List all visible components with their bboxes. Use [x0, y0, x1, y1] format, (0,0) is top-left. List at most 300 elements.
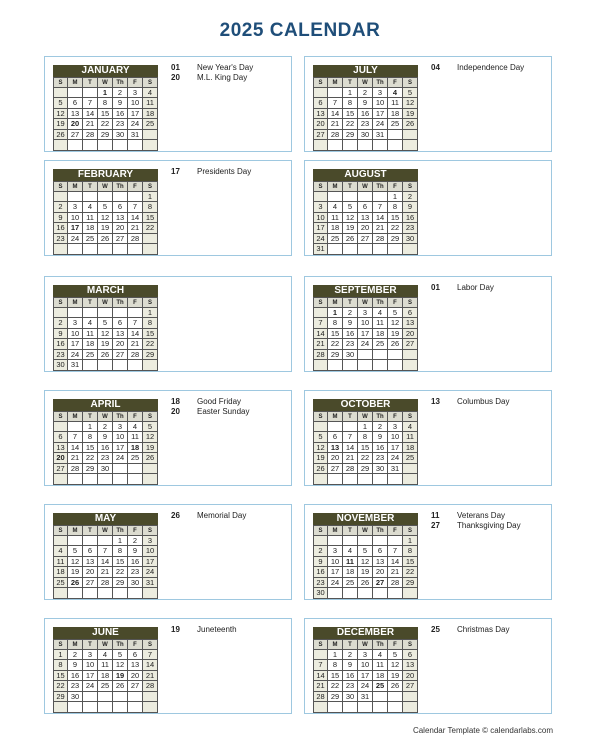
day-cell: 15	[343, 109, 358, 120]
weekday-header: F	[128, 525, 143, 536]
day-cell: 10	[388, 432, 403, 443]
empty-day-cell	[83, 536, 98, 547]
empty-day-cell	[373, 536, 388, 547]
day-cell: 30	[68, 692, 83, 703]
empty-day-cell	[68, 192, 83, 203]
day-cell: 5	[98, 202, 113, 213]
mini-calendar	[53, 169, 158, 255]
weekday-header: W	[358, 297, 373, 308]
day-cell: 28	[328, 130, 343, 141]
day-cell: 6	[403, 308, 418, 319]
mini-calendar	[53, 627, 158, 713]
empty-day-cell	[388, 588, 403, 599]
day-cell: 4	[128, 422, 143, 433]
empty-day-cell	[358, 588, 373, 599]
day-cell: 21	[313, 339, 328, 350]
day-cell: 6	[53, 432, 68, 443]
weekday-header: Th	[113, 297, 128, 308]
day-cell: 23	[313, 578, 328, 589]
day-cell: 11	[388, 98, 403, 109]
weekday-header: T	[343, 181, 358, 192]
weekday-header: S	[143, 181, 158, 192]
day-cell: 6	[313, 98, 328, 109]
empty-day-cell	[343, 192, 358, 203]
day-cell: 20	[403, 671, 418, 682]
day-cell: 17	[83, 671, 98, 682]
day-cell: 20	[113, 223, 128, 234]
day-cell: 2	[53, 202, 68, 213]
day-cell: 7	[373, 202, 388, 213]
day-cell: 10	[68, 329, 83, 340]
day-cell: 18	[373, 671, 388, 682]
page-title: 2025 CALENDAR	[219, 20, 381, 41]
day-cell: 10	[68, 213, 83, 224]
day-cell: 30	[53, 360, 68, 371]
day-cell: 14	[143, 660, 158, 671]
empty-day-cell	[53, 588, 68, 599]
empty-day-cell	[343, 244, 358, 255]
day-cell: 2	[313, 546, 328, 557]
holiday-name: Presidents Day	[197, 167, 252, 176]
day-cell: 17	[68, 339, 83, 350]
day-cell: 2	[128, 536, 143, 547]
weekday-header: W	[358, 181, 373, 192]
holiday-date: 26	[171, 511, 180, 520]
weekday-header: Th	[113, 181, 128, 192]
holiday-item	[431, 63, 549, 73]
day-cell: 14	[388, 557, 403, 568]
day-cell: 1	[53, 650, 68, 661]
holiday-date: 25	[431, 625, 440, 634]
empty-day-cell	[98, 692, 113, 703]
day-cell: 23	[403, 223, 418, 234]
empty-day-cell	[53, 140, 68, 151]
day-cell: 6	[68, 98, 83, 109]
day-cell: 23	[373, 453, 388, 464]
empty-day-cell	[143, 474, 158, 485]
empty-day-cell	[313, 536, 328, 547]
day-cell: 17	[313, 223, 328, 234]
holiday-item	[171, 397, 289, 407]
day-cell: 23	[343, 339, 358, 350]
holiday-item	[431, 283, 549, 293]
weekday-header: T	[343, 297, 358, 308]
day-cell: 15	[328, 671, 343, 682]
day-cell: 26	[388, 681, 403, 692]
day-cell: 7	[313, 660, 328, 671]
day-grid	[313, 639, 418, 713]
day-cell: 27	[113, 234, 128, 245]
day-cell: 21	[143, 671, 158, 682]
day-cell: 24	[68, 350, 83, 361]
empty-day-cell	[373, 588, 388, 599]
holiday-list	[431, 511, 549, 531]
day-cell: 19	[388, 671, 403, 682]
weekday-header: M	[328, 525, 343, 536]
weekday-header: T	[83, 181, 98, 192]
empty-day-cell	[388, 350, 403, 361]
weekday-header: S	[403, 181, 418, 192]
day-cell: 29	[388, 234, 403, 245]
empty-day-cell	[128, 360, 143, 371]
empty-day-cell	[328, 88, 343, 99]
weekday-header: F	[388, 181, 403, 192]
day-cell: 5	[358, 546, 373, 557]
day-cell: 26	[98, 234, 113, 245]
day-cell: 16	[113, 109, 128, 120]
day-cell: 16	[343, 671, 358, 682]
day-cell: 22	[143, 339, 158, 350]
mini-calendar	[313, 169, 418, 255]
day-cell: 28	[313, 350, 328, 361]
day-cell: 12	[98, 329, 113, 340]
empty-day-cell	[388, 536, 403, 547]
day-cell: 18	[128, 443, 143, 454]
weekday-header: M	[68, 181, 83, 192]
day-cell: 17	[68, 223, 83, 234]
empty-day-cell	[388, 140, 403, 151]
weekday-header: F	[128, 181, 143, 192]
weekday-header: W	[98, 411, 113, 422]
empty-day-cell	[358, 140, 373, 151]
day-cell: 28	[98, 578, 113, 589]
day-cell: 27	[53, 464, 68, 475]
day-cell: 29	[113, 578, 128, 589]
empty-day-cell	[53, 536, 68, 547]
day-cell: 1	[143, 308, 158, 319]
day-cell: 25	[143, 119, 158, 130]
empty-day-cell	[128, 140, 143, 151]
month-name: AUGUST	[313, 169, 418, 181]
empty-day-cell	[358, 536, 373, 547]
empty-day-cell	[53, 422, 68, 433]
day-cell: 12	[313, 443, 328, 454]
empty-day-cell	[83, 244, 98, 255]
month-card-june	[44, 618, 292, 714]
day-cell: 24	[358, 339, 373, 350]
day-cell: 30	[128, 578, 143, 589]
holiday-name: Juneteenth	[197, 625, 237, 634]
empty-day-cell	[83, 692, 98, 703]
empty-day-cell	[128, 244, 143, 255]
day-cell: 30	[313, 588, 328, 599]
empty-day-cell	[68, 140, 83, 151]
day-cell: 17	[128, 109, 143, 120]
day-cell: 10	[128, 98, 143, 109]
weekday-header: Th	[373, 639, 388, 650]
weekday-header: T	[343, 639, 358, 650]
day-cell: 18	[373, 329, 388, 340]
empty-day-cell	[143, 692, 158, 703]
weekday-header: F	[128, 639, 143, 650]
day-cell: 3	[373, 88, 388, 99]
mini-calendar	[53, 513, 158, 599]
holiday-item	[431, 521, 549, 531]
holiday-name: New Year's Day	[197, 63, 254, 72]
day-cell: 20	[113, 339, 128, 350]
day-cell: 12	[143, 432, 158, 443]
day-cell: 22	[403, 567, 418, 578]
day-cell: 1	[388, 192, 403, 203]
day-cell: 8	[98, 98, 113, 109]
day-cell: 19	[313, 453, 328, 464]
day-cell: 21	[373, 223, 388, 234]
holiday-item	[431, 397, 549, 407]
day-cell: 25	[373, 681, 388, 692]
day-cell: 28	[343, 464, 358, 475]
weekday-header: S	[403, 411, 418, 422]
empty-day-cell	[143, 130, 158, 141]
month-name: JANUARY	[53, 65, 158, 77]
day-cell: 4	[403, 422, 418, 433]
empty-day-cell	[403, 350, 418, 361]
day-cell: 22	[328, 339, 343, 350]
day-cell: 6	[113, 202, 128, 213]
day-cell: 17	[358, 329, 373, 340]
empty-day-cell	[98, 474, 113, 485]
empty-day-cell	[388, 692, 403, 703]
day-cell: 13	[128, 660, 143, 671]
day-cell: 27	[68, 130, 83, 141]
empty-day-cell	[373, 192, 388, 203]
day-cell: 9	[343, 660, 358, 671]
weekday-header: M	[328, 77, 343, 88]
day-cell: 18	[83, 339, 98, 350]
day-cell: 16	[128, 557, 143, 568]
day-cell: 4	[373, 308, 388, 319]
day-cell: 3	[68, 202, 83, 213]
day-cell: 1	[328, 650, 343, 661]
month-name: MARCH	[53, 285, 158, 297]
holiday-date: 20	[171, 73, 180, 82]
empty-day-cell	[313, 192, 328, 203]
day-cell: 14	[128, 329, 143, 340]
empty-day-cell	[313, 88, 328, 99]
mini-calendar	[313, 627, 418, 713]
day-cell: 31	[128, 130, 143, 141]
day-cell: 31	[143, 578, 158, 589]
empty-day-cell	[128, 692, 143, 703]
day-cell: 11	[373, 318, 388, 329]
day-cell: 13	[403, 318, 418, 329]
day-cell: 28	[128, 350, 143, 361]
holiday-list	[171, 63, 289, 83]
mini-calendar	[313, 513, 418, 599]
day-cell: 16	[313, 567, 328, 578]
day-cell: 3	[313, 202, 328, 213]
day-cell: 1	[143, 192, 158, 203]
day-cell: 9	[403, 202, 418, 213]
empty-day-cell	[403, 588, 418, 599]
empty-day-cell	[98, 308, 113, 319]
holiday-date: 27	[431, 521, 440, 530]
day-cell: 30	[343, 350, 358, 361]
day-cell: 13	[403, 660, 418, 671]
empty-day-cell	[403, 692, 418, 703]
day-cell: 13	[313, 109, 328, 120]
day-cell: 22	[388, 223, 403, 234]
day-cell: 26	[53, 130, 68, 141]
empty-day-cell	[143, 360, 158, 371]
empty-day-cell	[313, 474, 328, 485]
day-cell: 27	[373, 578, 388, 589]
weekday-header: T	[83, 77, 98, 88]
day-cell: 5	[403, 88, 418, 99]
day-cell: 9	[53, 213, 68, 224]
day-cell: 21	[128, 339, 143, 350]
day-cell: 5	[313, 432, 328, 443]
day-cell: 10	[373, 98, 388, 109]
day-cell: 4	[328, 202, 343, 213]
weekday-header: F	[388, 297, 403, 308]
empty-day-cell	[68, 702, 83, 713]
day-cell: 26	[143, 453, 158, 464]
day-cell: 26	[68, 578, 83, 589]
weekday-header: M	[68, 525, 83, 536]
day-cell: 12	[388, 318, 403, 329]
empty-day-cell	[358, 474, 373, 485]
day-cell: 3	[143, 536, 158, 547]
weekday-header: F	[128, 77, 143, 88]
day-cell: 16	[358, 109, 373, 120]
day-cell: 9	[113, 98, 128, 109]
day-cell: 30	[343, 692, 358, 703]
weekday-header: Th	[373, 77, 388, 88]
day-cell: 8	[113, 546, 128, 557]
day-cell: 10	[83, 660, 98, 671]
day-cell: 27	[403, 681, 418, 692]
day-cell: 7	[328, 98, 343, 109]
day-cell: 15	[388, 213, 403, 224]
day-cell: 4	[53, 546, 68, 557]
month-card-november	[304, 504, 552, 600]
holiday-list	[171, 511, 289, 521]
empty-day-cell	[358, 360, 373, 371]
day-cell: 29	[328, 692, 343, 703]
empty-day-cell	[373, 140, 388, 151]
empty-day-cell	[113, 588, 128, 599]
day-cell: 6	[358, 202, 373, 213]
day-cell: 24	[113, 453, 128, 464]
day-grid	[313, 297, 418, 371]
day-cell: 10	[313, 213, 328, 224]
empty-day-cell	[128, 192, 143, 203]
day-cell: 19	[98, 223, 113, 234]
empty-day-cell	[83, 588, 98, 599]
day-cell: 28	[313, 692, 328, 703]
day-cell: 11	[98, 660, 113, 671]
holiday-list	[431, 283, 549, 293]
day-cell: 7	[83, 98, 98, 109]
weekday-header: Th	[113, 411, 128, 422]
day-cell: 19	[68, 567, 83, 578]
weekday-header: S	[313, 639, 328, 650]
month-name: DECEMBER	[313, 627, 418, 639]
month-name: NOVEMBER	[313, 513, 418, 525]
day-cell: 20	[403, 329, 418, 340]
weekday-header: S	[53, 297, 68, 308]
day-cell: 3	[358, 308, 373, 319]
day-cell: 5	[68, 546, 83, 557]
empty-day-cell	[53, 192, 68, 203]
day-cell: 9	[313, 557, 328, 568]
day-cell: 11	[373, 660, 388, 671]
empty-day-cell	[358, 350, 373, 361]
day-cell: 24	[358, 681, 373, 692]
holiday-list	[431, 63, 549, 73]
day-grid	[313, 181, 418, 255]
mini-calendar	[313, 285, 418, 371]
day-cell: 8	[328, 318, 343, 329]
day-cell: 15	[358, 443, 373, 454]
empty-day-cell	[403, 464, 418, 475]
empty-day-cell	[328, 244, 343, 255]
weekday-header: S	[403, 297, 418, 308]
day-cell: 14	[313, 671, 328, 682]
day-cell: 8	[403, 546, 418, 557]
day-cell: 8	[328, 660, 343, 671]
day-cell: 1	[328, 308, 343, 319]
day-cell: 7	[313, 318, 328, 329]
weekday-header: M	[328, 411, 343, 422]
holiday-item	[171, 63, 289, 73]
holiday-name: Good Friday	[197, 397, 242, 406]
day-cell: 2	[403, 192, 418, 203]
day-cell: 9	[343, 318, 358, 329]
empty-day-cell	[53, 244, 68, 255]
day-cell: 1	[343, 88, 358, 99]
day-cell: 15	[143, 213, 158, 224]
day-cell: 22	[143, 223, 158, 234]
empty-day-cell	[373, 692, 388, 703]
empty-day-cell	[313, 140, 328, 151]
empty-day-cell	[113, 140, 128, 151]
holiday-date: 01	[171, 63, 180, 72]
empty-day-cell	[388, 474, 403, 485]
month-card-january	[44, 56, 292, 152]
day-cell: 15	[403, 557, 418, 568]
weekday-header: W	[358, 639, 373, 650]
day-cell: 19	[143, 443, 158, 454]
day-cell: 13	[83, 557, 98, 568]
day-cell: 21	[388, 567, 403, 578]
day-cell: 26	[388, 339, 403, 350]
day-grid	[53, 181, 158, 255]
day-cell: 23	[358, 119, 373, 130]
empty-day-cell	[98, 360, 113, 371]
weekday-header: S	[53, 639, 68, 650]
month-card-december	[304, 618, 552, 714]
day-cell: 13	[328, 443, 343, 454]
day-cell: 3	[83, 650, 98, 661]
day-cell: 19	[358, 567, 373, 578]
holiday-name: Thanksgiving Day	[457, 521, 521, 530]
day-cell: 9	[373, 432, 388, 443]
day-cell: 28	[83, 130, 98, 141]
day-cell: 3	[388, 422, 403, 433]
holiday-list	[171, 167, 289, 177]
day-cell: 18	[403, 443, 418, 454]
day-cell: 23	[128, 567, 143, 578]
day-cell: 18	[98, 671, 113, 682]
mini-calendar	[53, 399, 158, 485]
weekday-header: T	[83, 411, 98, 422]
weekday-header: S	[143, 297, 158, 308]
empty-day-cell	[113, 244, 128, 255]
empty-day-cell	[313, 702, 328, 713]
day-cell: 27	[313, 130, 328, 141]
weekday-header: Th	[373, 181, 388, 192]
